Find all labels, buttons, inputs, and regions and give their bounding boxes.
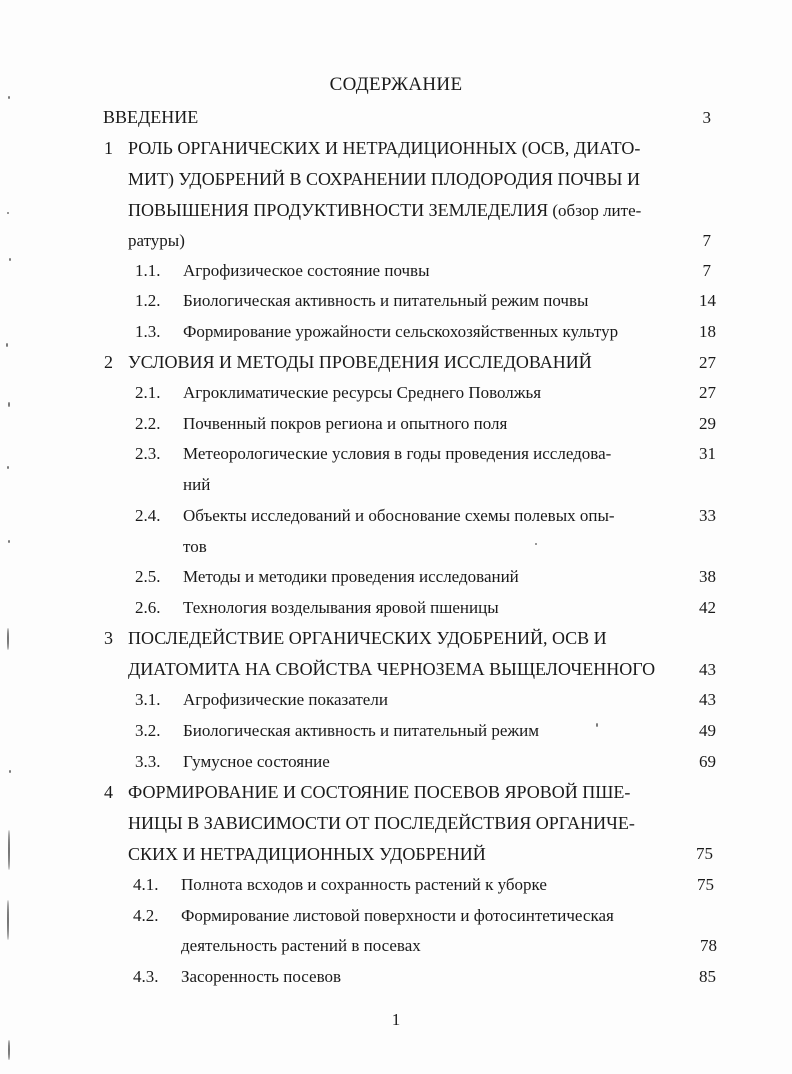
toc-entry-2-3-line[interactable]: ний (183, 475, 211, 494)
toc-page-ch4: 75 (696, 844, 713, 863)
toc-entry-ch1-caps: ПОВЫШЕНИЯ ПРОДУКТИВНОСТИ ЗЕМЛЕДЕЛИЯ (128, 200, 549, 220)
toc-chapter-number: 2 (104, 352, 113, 372)
scan-speck (596, 723, 598, 727)
toc-section-number: 2.2. (135, 414, 161, 433)
toc-page-ch3: 43 (699, 660, 716, 679)
toc-entry-4-1[interactable]: Полнота всходов и сохранность растений к уборке (181, 875, 547, 894)
scan-speck (7, 466, 9, 469)
scan-speck (8, 1040, 10, 1060)
toc-entry-ch1-line[interactable] (128, 199, 641, 222)
toc-section-number: 3.1. (135, 690, 161, 709)
toc-section-number: 1.2. (135, 291, 161, 310)
toc-entry-1-3[interactable]: Формирование урожайности сельскохозяйственных культур (183, 322, 619, 341)
toc-entry-4-3[interactable]: Засоренность посевов (181, 967, 342, 986)
toc-entry-2-1[interactable]: Агроклиматические ресурсы Среднего Поволжья (183, 383, 542, 402)
toc-entry-ch1-suffix: (обзор лите- (548, 201, 642, 220)
toc-entry-1-1[interactable]: Агрофизическое состояние почвы (183, 261, 430, 280)
scan-speck (8, 96, 10, 99)
scan-speck (535, 543, 537, 545)
toc-entry-ch1-line[interactable]: МИТ) УДОБРЕНИЙ В СОХРАНЕНИИ ПЛОДОРОДИЯ ПОЧВЫ И (128, 169, 640, 189)
toc-chapter-number: 3 (104, 628, 113, 648)
toc-page-4-2: 78 (700, 936, 717, 955)
toc-entry-3-2[interactable]: Биологическая активность и питательный режим (183, 721, 540, 740)
toc-entry-3-3[interactable]: Гумусное состояние (183, 752, 330, 771)
toc-page-intro: 3 (702, 108, 711, 127)
toc-entry-2-3-line[interactable]: Метеорологические условия в годы проведения исследова- (183, 444, 612, 463)
toc-section-number: 2.1. (135, 383, 161, 402)
scan-speck (6, 343, 8, 347)
toc-page-3-1: 43 (699, 690, 716, 709)
toc-page-2-6: 42 (699, 598, 716, 617)
toc-page-1-3: 18 (699, 322, 716, 341)
toc-section-number: 2.3. (135, 444, 161, 463)
toc-section-number: 2.6. (135, 598, 161, 617)
toc-page-2-2: 29 (699, 414, 716, 433)
scan-speck (8, 402, 10, 407)
toc-section-number: 3.2. (135, 721, 161, 740)
toc-section-number: 4.3. (133, 967, 159, 986)
scan-speck (9, 258, 11, 261)
toc-section-number: 3.3. (135, 752, 161, 771)
toc-entry-4-2-line[interactable]: деятельность растений в посевах (181, 936, 421, 955)
toc-entry-4-2-line[interactable]: Формирование листовой поверхности и фотосинтетическая (181, 906, 614, 925)
scan-speck (7, 900, 9, 940)
toc-section-number: 4.2. (133, 906, 159, 925)
toc-page-2-3: 31 (699, 444, 716, 463)
toc-page-3-2: 49 (699, 721, 716, 740)
toc-entry-ch3-line[interactable]: ПОСЛЕДЕЙСТВИЕ ОРГАНИЧЕСКИХ УДОБРЕНИЙ, ОСВ И (128, 628, 607, 648)
scan-speck (7, 628, 9, 650)
toc-page-4-3: 85 (699, 967, 716, 986)
scan-speck (8, 540, 10, 543)
toc-entry-ch4-line[interactable]: ФОРМИРОВАНИЕ И СОСТОЯНИЕ ПОСЕВОВ ЯРОВОЙ ПШЕ- (128, 782, 631, 802)
page-number: 1 (391, 1010, 401, 1029)
toc-entry-ch4-line[interactable]: СКИХ И НЕТРАДИЦИОННЫХ УДОБРЕНИЙ (128, 844, 486, 864)
toc-section-number: 4.1. (133, 875, 159, 894)
toc-page-2-1: 27 (699, 383, 716, 402)
scan-speck (8, 830, 10, 870)
toc-entry-2-4-line[interactable]: Объекты исследований и обоснование схемы полевых опы- (183, 506, 615, 525)
toc-chapter-number: 4 (104, 782, 113, 802)
toc-page-1-2: 14 (699, 291, 716, 310)
toc-page-2-5: 38 (699, 567, 716, 586)
toc-entry-3-1[interactable]: Агрофизические показатели (183, 690, 388, 709)
toc-entry-ch1-line[interactable]: ратуры) (128, 231, 185, 250)
scan-speck (7, 212, 9, 214)
toc-entry-2-2[interactable]: Почвенный покров региона и опытного поля (183, 414, 508, 433)
toc-section-number: 1.3. (135, 322, 161, 341)
scan-speck (9, 770, 11, 773)
toc-section-number: 1.1. (135, 261, 161, 280)
toc-entry-ch3-line[interactable]: ДИАТОМИТА НА СВОЙСТВА ЧЕРНОЗЕМА ВЫЩЕЛОЧЕННОГО (128, 659, 656, 679)
toc-section-number: 2.5. (135, 567, 161, 586)
toc-page-ch2: 27 (699, 353, 716, 372)
toc-chapter-number: 1 (104, 138, 113, 158)
toc-page-1-1: 7 (702, 261, 711, 280)
toc-entry-ch2[interactable]: УСЛОВИЯ И МЕТОДЫ ПРОВЕДЕНИЯ ИССЛЕДОВАНИЙ (128, 352, 592, 372)
toc-page-ch1: 7 (702, 231, 711, 250)
toc-entry-ch1-line[interactable]: РОЛЬ ОРГАНИЧЕСКИХ И НЕТРАДИЦИОННЫХ (ОСВ, ДИАТО- (128, 138, 641, 158)
toc-entry-intro[interactable]: ВВЕДЕНИЕ (103, 107, 199, 127)
toc-entry-ch4-line[interactable]: НИЦЫ В ЗАВИСИМОСТИ ОТ ПОСЛЕДЕЙСТВИЯ ОРГАНИЧЕ- (128, 813, 635, 833)
toc-page-4-1: 75 (697, 875, 714, 894)
toc-entry-2-5[interactable]: Методы и методики проведения исследований (183, 567, 519, 586)
toc-title: СОДЕРЖАНИЕ (329, 74, 463, 95)
toc-page-2-4: 33 (699, 506, 716, 525)
toc-entry-1-2[interactable]: Биологическая активность и питательный режим почвы (183, 291, 589, 310)
toc-entry-2-6[interactable]: Технология возделывания яровой пшеницы (183, 598, 499, 617)
toc-section-number: 2.4. (135, 506, 161, 525)
toc-entry-2-4-line[interactable]: тов (183, 537, 207, 556)
toc-page-3-3: 69 (699, 752, 716, 771)
